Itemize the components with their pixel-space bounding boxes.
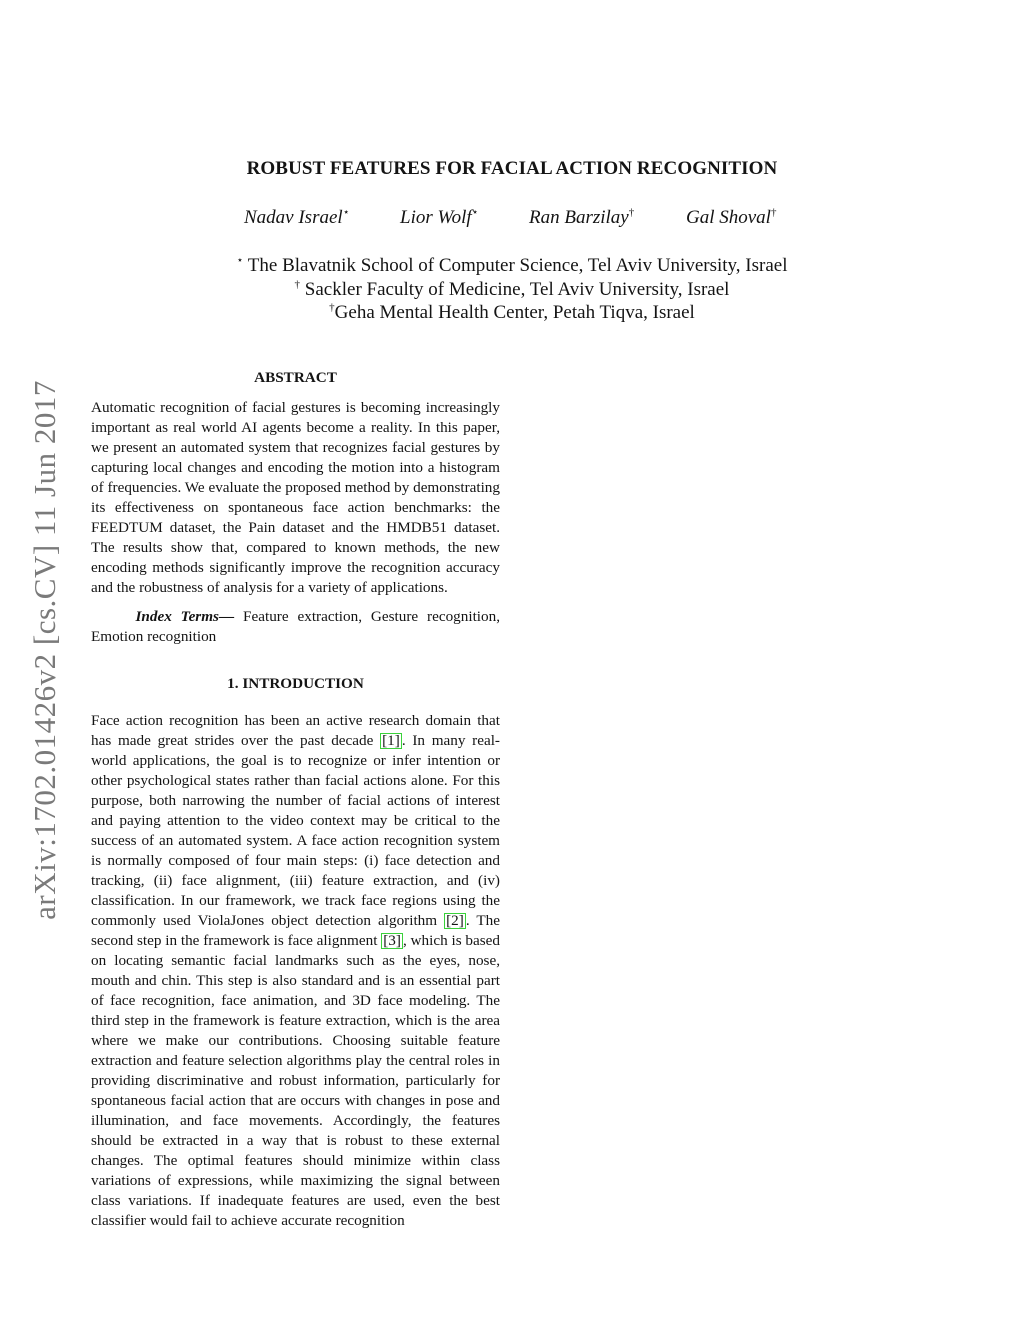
- author: [529, 207, 634, 229]
- affiliation-text: Geha Mental Health Center, Petah Tiqva, Israel: [334, 302, 695, 323]
- author: [400, 207, 479, 229]
- affiliation-text: The Blavatnik School of Computer Science, Tel Aviv University, Israel: [243, 255, 788, 276]
- citation-link[interactable]: [2]: [446, 912, 464, 929]
- affiliation-mark: ⋆: [471, 206, 479, 219]
- affiliation-mark: †: [329, 301, 335, 314]
- affiliation: [0, 278, 1024, 302]
- abstract-text: Automatic recognition of facial gestures is becoming increasingly important as real world AI agents become a reality. In this paper, we present an automated system that recognizes facial gestures by capturing local changes and encoding the motion into a histogram of frequencies. We evaluate the proposed method by demonstrating its effectiveness on spontaneous face action benchmarks: the FEEDTUM dataset, the Pain dataset and the HMDB51 dataset. The results show that, compared to known methods, the new encoding methods significantly improve the recognition accuracy and the robustness of analysis for a variety of applications.: [91, 399, 500, 596]
- affiliation-mark: †: [294, 278, 301, 291]
- affiliation-text: Sackler Faculty of Medicine, Tel Aviv University, Israel: [300, 278, 730, 300]
- introduction-paragraph: Face action recognition has been an active research domain that has made great strides over the past decade [1] . In many real-world applications, the goal is to recognize or infer intention or other psychological states rather than facial actions alone. For this purpose, both narrowing the number of facial actions of interest and paying attention to the video context may be critical to the success of an automated system. A face action recognition system is normally composed of four main steps: (i) face detection and tracking, (ii) face alignment, (iii) feature extraction, and (iv) classification. In our framework, we track face regions using the commonly used ViolaJones object detection algorithm [2] . The second step in the framework is face alignment [3] , which is based on locating semantic facial landmarks such as the eyes, nose, mouth and chin. This step is also standard and is an essential part of face recognition, face animation, and 3D face modeling. The third step in the framework is feature extraction, which is the area where we make our contributions. Choosing suitable feature extraction and feature selection algorithms play the central roles in providing discriminative and robust information, particularly for spontaneous facial action that are occurs with changes in pose and illumination, and face movements. Accordingly, the features should be extracted in a way that is robust to these external changes. The optimal features should minimize within class variations of expressions, while maximizing the signal between class variations. If inadequate features are used, even the best classifier would fail to achieve accurate recognition: [91, 712, 500, 1229]
- affiliation-mark: †: [770, 206, 777, 219]
- affiliation-mark: ⋆: [236, 254, 244, 267]
- arxiv-identifier: [25, 355, 65, 945]
- citation-link[interactable]: [3]: [383, 932, 401, 949]
- author: [686, 207, 776, 229]
- index-terms-text: Feature extraction, Gesture recognition, Emotion recognition: [91, 608, 500, 645]
- index-terms-label: Index Terms—: [135, 608, 235, 625]
- abstract-heading: ABSTRACT: [254, 369, 337, 386]
- author-name: Gal Shoval: [686, 207, 771, 228]
- affiliation-list: [0, 254, 1024, 325]
- affiliation: [0, 301, 1024, 325]
- affiliation-mark: †: [628, 206, 635, 219]
- citation-link[interactable]: [1]: [382, 732, 400, 749]
- author-name: Ran Barzilay: [529, 207, 629, 228]
- author-name: Lior Wolf: [400, 207, 472, 228]
- author-list: [0, 207, 1024, 233]
- author-name: Nadav Israel: [244, 207, 343, 228]
- paper-title: ROBUST FEATURES FOR FACIAL ACTION RECOGNITION: [246, 158, 778, 179]
- author: [244, 207, 350, 229]
- left-column: [91, 368, 500, 1231]
- affiliation-mark: ⋆: [342, 206, 350, 219]
- index-terms: [91, 607, 500, 647]
- affiliation: [0, 254, 1024, 278]
- arxiv-identifier-text: arXiv:1702.01426v2 [cs.CV] 11 Jun 2017: [27, 380, 62, 920]
- introduction-heading: 1. INTRODUCTION: [227, 675, 364, 692]
